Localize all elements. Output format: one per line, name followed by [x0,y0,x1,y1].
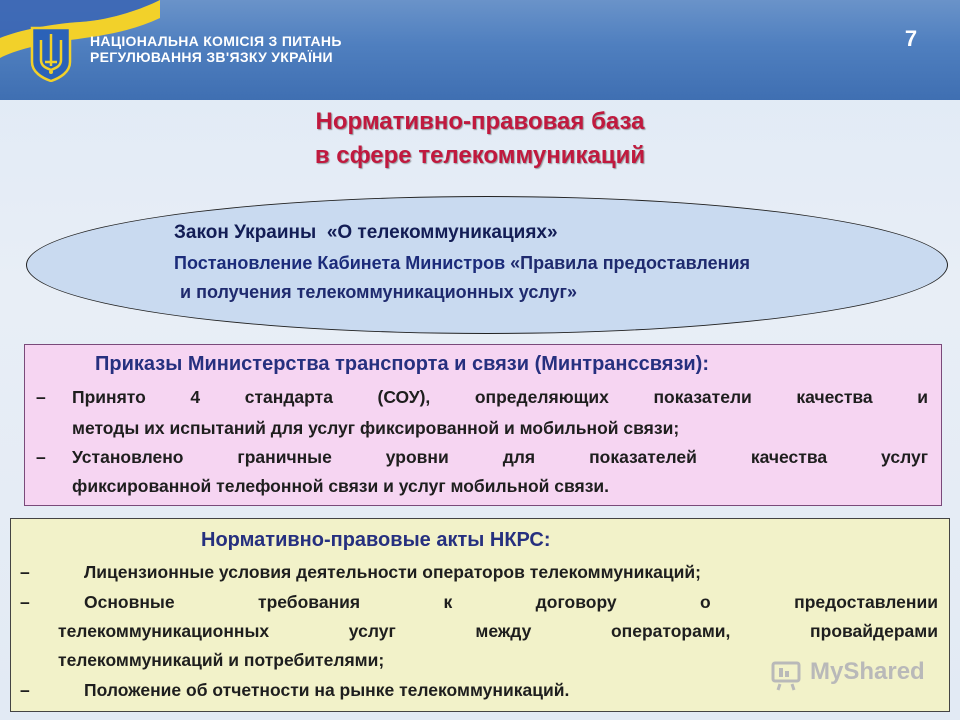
decree-name-part2: и получения телекоммуникационных услуг» [180,282,578,302]
list-dash: – [36,387,46,407]
nkrs-item2-line2: телекоммуникационных услуг между операторами, провайдерами [58,621,938,641]
nkrs-acts-heading: Нормативно-правовые акты НКРС: [201,529,551,551]
watermark-text: MyShared [810,658,925,685]
nkrs-item3: Положение об отчетности на рынке телекоммуникаций. [84,680,570,700]
trident-emblem-icon [30,26,72,82]
page-number: 7 [904,26,918,51]
header-bar [0,0,960,100]
slide-title-line1: Нормативно-правовая база [315,108,645,135]
ministry-item1-line1: Принято 4 стандарта (СОУ), определяющих показатели качества и [72,387,928,407]
slide-title [0,105,960,173]
list-dash: – [36,447,46,467]
law-name: «О телекоммуникациях» [326,222,558,243]
organization-name [90,33,342,65]
slide-title-line2: в сфере телекоммуникаций [314,142,646,169]
list-dash: – [20,562,30,582]
ministry-item2-line2: фиксированной телефонной связи и услуг мобильной связи. [72,476,610,496]
decree-prefix: Постановление Кабинета Министров [174,253,506,273]
organization-name-line2: РЕГУЛЮВАННЯ ЗВ'ЯЗКУ УКРАЇНИ [90,49,333,65]
law-prefix: Закон Украины [174,222,317,243]
organization-name-line1: НАЦІОНАЛЬНА КОМІСІЯ З ПИТАНЬ [90,33,342,49]
list-dash: – [20,592,30,612]
decree-line [174,253,750,274]
nkrs-item2-line3: телекоммуникаций и потребителями; [58,650,385,670]
watermark [770,656,940,696]
ministry-item2-line1: Установлено граничные уровни для показателей качества услуг [72,447,928,467]
list-dash: – [20,680,30,700]
nkrs-item2-line1: Основные требования к договору о предоставлении [84,592,938,612]
ministry-item1-line2: методы их испытаний для услуг фиксированной и мобильной связи; [72,418,680,438]
law-line [174,222,558,244]
presentation-icon [770,658,804,692]
ministry-orders-heading: Приказы Министерства транспорта и связи (Минтранссвязи): [95,353,710,375]
nkrs-item1: Лицензионные условия деятельности операторов телекоммуникаций; [84,562,701,582]
decree-name-part1: «Правила предоставления [510,253,751,273]
